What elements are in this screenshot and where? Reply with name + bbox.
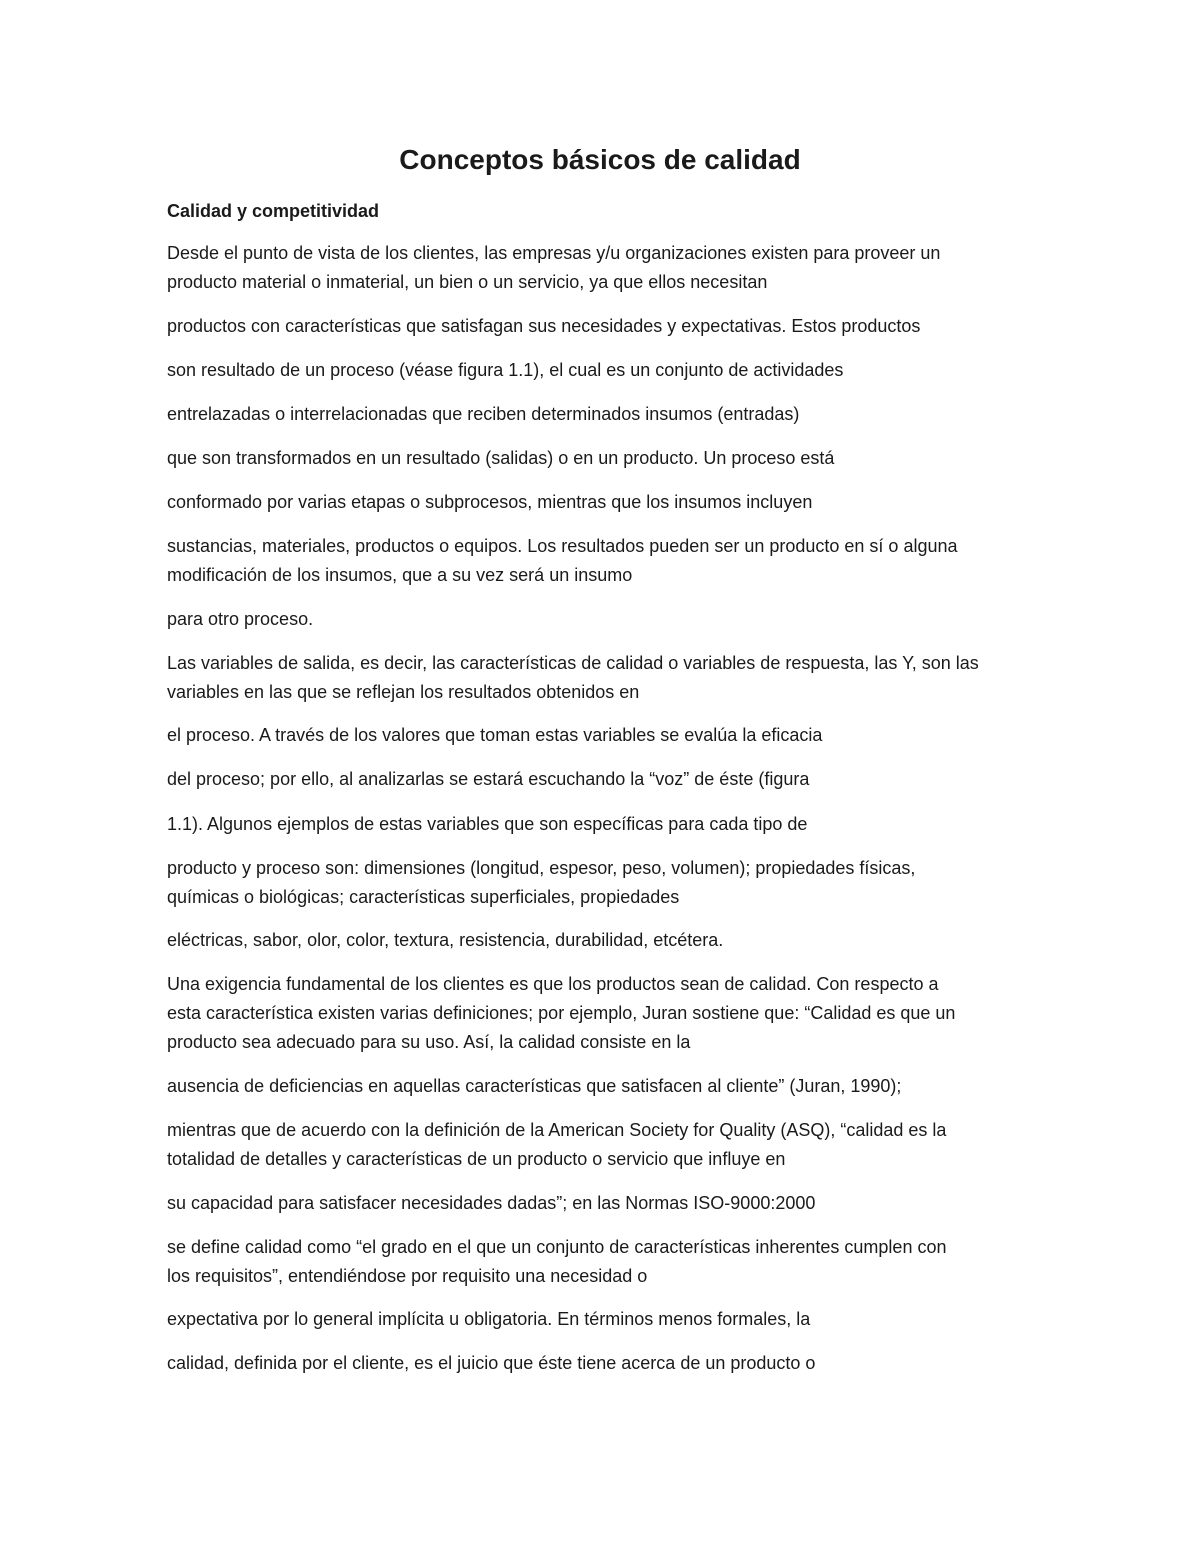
text-line: Una exigencia fundamental de los clientes es que los productos sean de calidad. Con respecto a bbox=[167, 974, 939, 994]
text-line: químicas o biológicas; características superficiales, propiedades bbox=[167, 887, 680, 907]
paragraph bbox=[167, 1116, 1037, 1174]
text-line: 1.1). Algunos ejemplos de estas variables que son específicas para cada tipo de bbox=[167, 814, 808, 834]
text-line: del proceso; por ello, al analizarlas se estará escuchando la “voz” de éste (figura bbox=[167, 769, 810, 789]
text-line: el proceso. A través de los valores que toman estas variables se evalúa la eficacia bbox=[167, 725, 823, 745]
text-line: su capacidad para satisfacer necesidades dadas”; en las Normas ISO-9000:2000 bbox=[167, 1193, 816, 1213]
paragraph bbox=[167, 1349, 1037, 1378]
section-heading: Calidad y competitividad bbox=[167, 201, 380, 221]
document-title: Conceptos básicos de calidad bbox=[399, 144, 801, 175]
paragraph bbox=[167, 444, 1037, 473]
text-line: producto material o inmaterial, un bien o un servicio, ya que ellos necesitan bbox=[167, 272, 768, 292]
paragraph bbox=[167, 970, 1037, 1057]
paragraph bbox=[167, 239, 1037, 297]
paragraph bbox=[167, 854, 1037, 912]
paragraph bbox=[167, 765, 1037, 794]
paragraph bbox=[167, 1233, 1037, 1291]
text-line: modificación de los insumos, que a su vez será un insumo bbox=[167, 565, 633, 585]
text-line: variables en las que se reflejan los resultados obtenidos en bbox=[167, 682, 640, 702]
text-line: productos con características que satisfagan sus necesidades y expectativas. Estos productos bbox=[167, 316, 921, 336]
text-line: producto sea adecuado para su uso. Así, la calidad consiste en la bbox=[167, 1032, 691, 1052]
paragraph bbox=[167, 1189, 1037, 1218]
text-line: que son transformados en un resultado (salidas) o en un producto. Un proceso está bbox=[167, 448, 835, 468]
text-line: Desde el punto de vista de los clientes, las empresas y/u organizaciones existen para proveer un bbox=[167, 243, 941, 263]
text-line: entrelazadas o interrelacionadas que reciben determinados insumos (entradas) bbox=[167, 404, 800, 424]
paragraph bbox=[167, 649, 1037, 707]
text-line: sustancias, materiales, productos o equipos. Los resultados pueden ser un producto en sí o alguna bbox=[167, 536, 958, 556]
text-line: expectativa por lo general implícita u obligatoria. En términos menos formales, la bbox=[167, 1309, 811, 1329]
paragraph bbox=[167, 1072, 1037, 1101]
text-line: los requisitos”, entendiéndose por requisito una necesidad o bbox=[167, 1266, 648, 1286]
paragraph bbox=[167, 532, 1037, 590]
text-line: producto y proceso son: dimensiones (longitud, espesor, peso, volumen); propiedades físicas, bbox=[167, 858, 916, 878]
text-line: calidad, definida por el cliente, es el juicio que éste tiene acerca de un producto o bbox=[167, 1353, 816, 1373]
paragraph bbox=[167, 810, 1037, 839]
paragraph bbox=[167, 312, 1037, 341]
text-line: se define calidad como “el grado en el que un conjunto de características inherentes cumplen con bbox=[167, 1237, 947, 1257]
paragraph bbox=[167, 400, 1037, 429]
paragraph bbox=[167, 356, 1037, 385]
paragraph bbox=[167, 926, 1037, 955]
paragraph bbox=[167, 1305, 1037, 1334]
text-line: esta característica existen varias definiciones; por ejemplo, Juran sostiene que: “Calidad es que un bbox=[167, 1003, 956, 1023]
text-line: conformado por varias etapas o subprocesos, mientras que los insumos incluyen bbox=[167, 492, 813, 512]
text-line: eléctricas, sabor, olor, color, textura, resistencia, durabilidad, etcétera. bbox=[167, 930, 724, 950]
paragraph bbox=[167, 488, 1037, 517]
text-line: mientras que de acuerdo con la definición de la American Society for Quality (ASQ), “calidad es la bbox=[167, 1120, 947, 1140]
text-line: para otro proceso. bbox=[167, 609, 314, 629]
text-line: son resultado de un proceso (véase figura 1.1), el cual es un conjunto de actividades bbox=[167, 360, 844, 380]
paragraph bbox=[167, 605, 1037, 634]
text-line: ausencia de deficiencias en aquellas características que satisfacen al cliente” (Juran, 1990); bbox=[167, 1076, 902, 1096]
text-line: Las variables de salida, es decir, las características de calidad o variables de respuesta, las Y, son las bbox=[167, 653, 979, 673]
paragraph bbox=[167, 721, 1037, 750]
text-line: totalidad de detalles y características de un producto o servicio que influye en bbox=[167, 1149, 786, 1169]
